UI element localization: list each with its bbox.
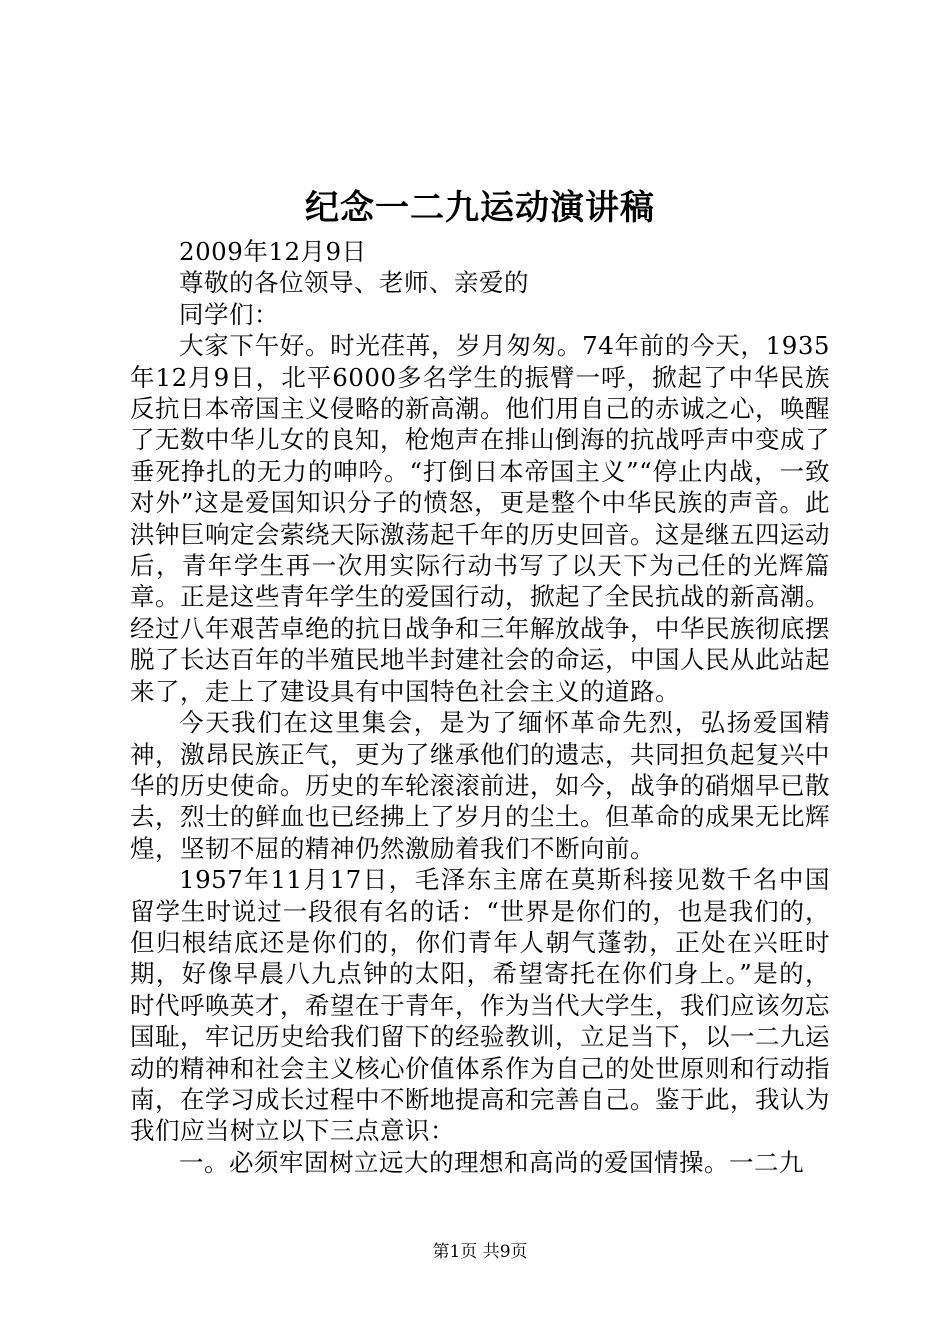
paragraph: 大家下午好。时光荏苒，岁月匆匆。74年前的今天，1935年12月9日，北平6000多名学生的振臂一呼，掀起了中华民族反抗日本帝国主义侵略的新高潮。他们用自己的赤诚之心，唤醒了无数中华儿女的良知，枪炮声在排山倒海的抗战呼声中变成了垂死挣扎的无力的呻吟。“打倒日本帝国主义”“停止内战，一致对外”这是爱国知识分子的愤怒，更是整个中华民族的声音。此洪钟巨响定会萦绕天际激荡起千年的历史回音。这是继五四运动后，青年学生再一次用实际行动书写了以天下为己任的光辉篇章。正是这些青年学生的爱国行动，掀起了全民抗战的新高潮。经过八年艰苦卓绝的抗日战争和三年解放战争，中华民族彻底摆脱了长达百年的半殖民地半封建社会的命运，中国人民从此站起来了，走上了建设具有中国特色社会主义的道路。: [130, 331, 830, 706]
date-line: 2009年12月9日: [179, 237, 367, 266]
paragraph: 今天我们在这里集会，是为了缅怀革命先烈，弘扬爱国精神，激昂民族正气，更为了继承他们的遗志，共同担负起复兴中华的历史使命。历史的车轮滚滚前进，如今，战争的硝烟早已散去，烈士的鲜血也已经拂上了岁月的尘土。但革命的成果无比辉煌，坚韧不屈的精神仍然激励着我们不断向前。: [130, 708, 830, 863]
document-title: 纪念一二九运动演讲稿: [305, 188, 655, 228]
greeting-line: 同学们：: [179, 299, 279, 329]
document-body: [130, 236, 830, 1178]
page-number-footer: 第1页 共9页: [432, 1242, 528, 1262]
paragraph: 1957年11月17日，毛泽东主席在莫斯科接见数千名中国留学生时说过一段很有名的话：“世界是你们的，也是我们的，但归根结底还是你们的，你们青年人朝气蓬勃，正处在兴旺时期，好像早晨八九点钟的太阳，希望寄托在你们身上。”是的，时代呼唤英才，希望在于青年，作为当代大学生，我们应该勿忘国耻，牢记历史给我们留下的经验教训，立足当下，以一二九运动的精神和社会主义核心价值体系作为自己的处世原则和行动指南，在学习成长过程中不断地提高和完善自己。鉴于此，我认为我们应当树立以下三点意识：: [130, 865, 830, 1146]
paragraph: 一。必须牢固树立远大的理想和高尚的爱国情操。一二九: [179, 1147, 804, 1177]
greeting-line: 尊敬的各位领导、老师、亲爱的: [179, 268, 529, 298]
